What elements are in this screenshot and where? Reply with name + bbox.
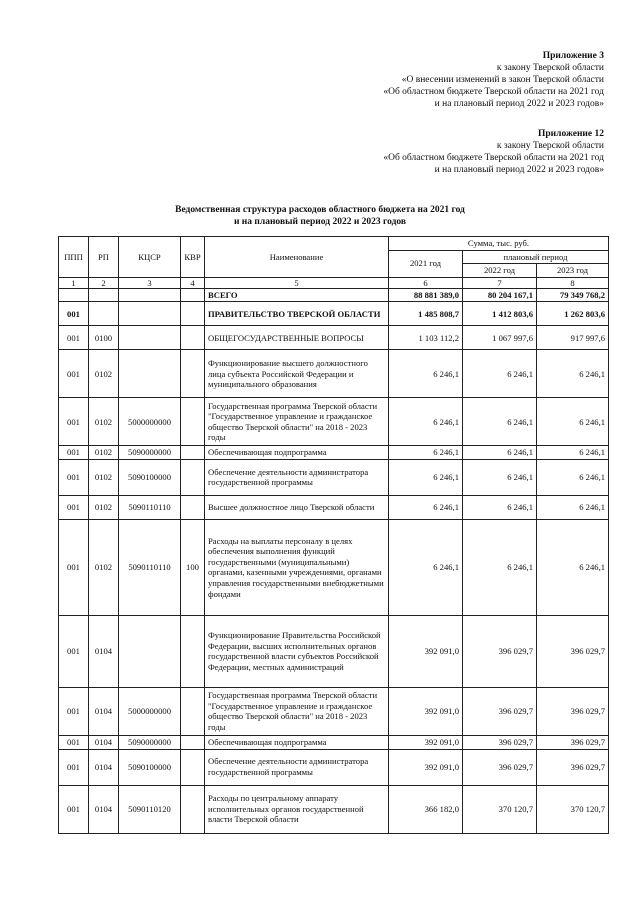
name-cell: Высшее должностное лицо Тверской области <box>205 495 389 519</box>
document-title <box>0 204 640 228</box>
ppp-cell: 001 <box>59 687 89 735</box>
amount-2021-cell: 6 246,1 <box>389 398 463 446</box>
table-row <box>59 687 609 735</box>
amount-2021-cell: 6 246,1 <box>389 446 463 460</box>
name-cell: Функционирование высшего должностного лица субъекта Российской Федерации и муниципального образования <box>205 350 389 398</box>
amount-2023-cell: 396 029,7 <box>537 687 609 735</box>
col-index: 1 <box>59 277 89 288</box>
amount-2022-cell: 396 029,7 <box>463 735 537 749</box>
kcsr-cell <box>119 350 181 398</box>
kcsr-cell: 5090100000 <box>119 459 181 495</box>
kcsr-cell <box>119 288 181 302</box>
kcsr-cell <box>119 615 181 687</box>
kvr-cell <box>181 495 205 519</box>
amount-2023-cell: 370 120,7 <box>537 785 609 833</box>
ppp-cell: 001 <box>59 350 89 398</box>
amount-2023-cell: 79 349 768,2 <box>537 288 609 302</box>
ppp-cell: 001 <box>59 459 89 495</box>
amount-2021-cell: 366 182,0 <box>389 785 463 833</box>
amount-2023-cell: 1 262 803,6 <box>537 302 609 326</box>
col-header-plan-period: плановый период <box>463 250 609 264</box>
col-index: 4 <box>181 277 205 288</box>
rp-cell <box>89 302 119 326</box>
kvr-cell <box>181 302 205 326</box>
col-header-ppp: ППП <box>59 237 89 278</box>
kcsr-cell: 5090000000 <box>119 735 181 749</box>
kcsr-cell <box>119 326 181 350</box>
ppp-cell: 001 <box>59 519 89 615</box>
amount-2023-cell: 6 246,1 <box>537 495 609 519</box>
amount-2022-cell: 6 246,1 <box>463 398 537 446</box>
col-index: 8 <box>537 277 609 288</box>
ppp-cell: 001 <box>59 785 89 833</box>
ppp-cell: 001 <box>59 735 89 749</box>
kcsr-cell: 5000000000 <box>119 687 181 735</box>
amount-2021-cell: 392 091,0 <box>389 687 463 735</box>
rp-cell: 0102 <box>89 495 119 519</box>
col-index: 5 <box>205 277 389 288</box>
header-appendix-12 <box>383 128 604 176</box>
amount-2022-cell: 396 029,7 <box>463 615 537 687</box>
document-title-line-1: Ведомственная структура расходов областного бюджета на 2021 год <box>175 205 465 215</box>
name-cell: Государственная программа Тверской области "Государственное управление и гражданское общество Тверской области" на 2018 - 2023 годы <box>205 398 389 446</box>
kcsr-cell: 5090100000 <box>119 749 181 785</box>
col-index: 7 <box>463 277 537 288</box>
appendix-12-title: Приложение 12 <box>537 129 604 139</box>
table-row <box>59 519 609 615</box>
appendix-3-line: «О внесении изменений в закон Тверской области <box>401 75 604 85</box>
amount-2021-cell: 392 091,0 <box>389 749 463 785</box>
col-header-2023: 2023 год <box>537 264 609 278</box>
rp-cell: 0102 <box>89 446 119 460</box>
ppp-cell: 001 <box>59 398 89 446</box>
col-index: 6 <box>389 277 463 288</box>
col-header-rp: РП <box>89 237 119 278</box>
name-cell: Функционирование Правительства Российской Федерации, высших исполнительных органов государственной власти субъектов Российской Федерации, местных администраций <box>205 615 389 687</box>
table-row <box>59 459 609 495</box>
header-appendix-3 <box>383 50 604 110</box>
name-cell: ПРАВИТЕЛЬСТВО ТВЕРСКОЙ ОБЛАСТИ <box>205 302 389 326</box>
ppp-cell <box>59 288 89 302</box>
name-cell: ВСЕГО <box>205 288 389 302</box>
rp-cell: 0102 <box>89 350 119 398</box>
rp-cell: 0104 <box>89 735 119 749</box>
rp-cell: 0104 <box>89 615 119 687</box>
table-row <box>59 446 609 460</box>
col-header-kcsr: КЦСР <box>119 237 181 278</box>
kvr-cell <box>181 446 205 460</box>
document-title-line-2: и на плановый период 2022 и 2023 годов <box>233 217 407 227</box>
amount-2021-cell: 1 103 112,2 <box>389 326 463 350</box>
ppp-cell: 001 <box>59 615 89 687</box>
name-cell: Обеспечивающая подпрограмма <box>205 446 389 460</box>
name-cell: Обеспечивающая подпрограмма <box>205 735 389 749</box>
ppp-cell: 001 <box>59 749 89 785</box>
col-header-kvr: КВР <box>181 237 205 278</box>
table-row <box>59 749 609 785</box>
col-header-2021: 2021 год <box>389 250 463 277</box>
kvr-cell <box>181 398 205 446</box>
amount-2022-cell: 396 029,7 <box>463 749 537 785</box>
amount-2022-cell: 80 204 167,1 <box>463 288 537 302</box>
rp-cell: 0104 <box>89 687 119 735</box>
amount-2021-cell: 6 246,1 <box>389 459 463 495</box>
kcsr-cell: 5090110110 <box>119 519 181 615</box>
amount-2022-cell: 6 246,1 <box>463 350 537 398</box>
col-header-sum: Сумма, тыс. руб. <box>389 237 609 251</box>
kcsr-cell: 5090000000 <box>119 446 181 460</box>
appendix-12-line: к закону Тверской области <box>496 141 604 151</box>
amount-2021-cell: 392 091,0 <box>389 735 463 749</box>
ppp-cell: 001 <box>59 302 89 326</box>
rp-cell: 0104 <box>89 785 119 833</box>
amount-2022-cell: 6 246,1 <box>463 446 537 460</box>
amount-2023-cell: 6 246,1 <box>537 350 609 398</box>
kvr-cell <box>181 350 205 398</box>
table-row <box>59 735 609 749</box>
kcsr-cell: 5000000000 <box>119 398 181 446</box>
amount-2022-cell: 396 029,7 <box>463 687 537 735</box>
amount-2021-cell: 6 246,1 <box>389 495 463 519</box>
name-cell: ОБЩЕГОСУДАРСТВЕННЫЕ ВОПРОСЫ <box>205 326 389 350</box>
kvr-cell <box>181 785 205 833</box>
ppp-cell: 001 <box>59 446 89 460</box>
rp-cell: 0100 <box>89 326 119 350</box>
kcsr-cell: 5090110120 <box>119 785 181 833</box>
col-header-2022: 2022 год <box>463 264 537 278</box>
kvr-cell <box>181 615 205 687</box>
amount-2021-cell: 392 091,0 <box>389 615 463 687</box>
kvr-cell <box>181 735 205 749</box>
amount-2021-cell: 1 485 808,7 <box>389 302 463 326</box>
table-row <box>59 302 609 326</box>
name-cell: Государственная программа Тверской области "Государственное управление и гражданское общество Тверской области" на 2018 - 2023 годы <box>205 687 389 735</box>
ppp-cell: 001 <box>59 495 89 519</box>
table-row <box>59 785 609 833</box>
kvr-cell <box>181 288 205 302</box>
rp-cell: 0102 <box>89 459 119 495</box>
col-index: 2 <box>89 277 119 288</box>
kvr-cell: 100 <box>181 519 205 615</box>
amount-2022-cell: 370 120,7 <box>463 785 537 833</box>
rp-cell <box>89 288 119 302</box>
rp-cell: 0104 <box>89 749 119 785</box>
amount-2023-cell: 917 997,6 <box>537 326 609 350</box>
kcsr-cell <box>119 302 181 326</box>
amount-2021-cell: 88 881 389,0 <box>389 288 463 302</box>
rp-cell: 0102 <box>89 398 119 446</box>
col-header-name: Наименование <box>205 237 389 278</box>
amount-2022-cell: 1 067 997,6 <box>463 326 537 350</box>
expenditure-table <box>58 236 609 834</box>
ppp-cell: 001 <box>59 326 89 350</box>
kvr-cell <box>181 687 205 735</box>
amount-2023-cell: 6 246,1 <box>537 519 609 615</box>
amount-2021-cell: 6 246,1 <box>389 350 463 398</box>
name-cell: Обеспечение деятельности администратора государственной программы <box>205 749 389 785</box>
amount-2023-cell: 6 246,1 <box>537 398 609 446</box>
name-cell: Обеспечение деятельности администратора государственной программы <box>205 459 389 495</box>
appendix-3-title: Приложение 3 <box>542 51 604 61</box>
amount-2022-cell: 6 246,1 <box>463 459 537 495</box>
amount-2022-cell: 6 246,1 <box>463 519 537 615</box>
kcsr-cell: 5090110110 <box>119 495 181 519</box>
amount-2022-cell: 6 246,1 <box>463 495 537 519</box>
kvr-cell <box>181 459 205 495</box>
kvr-cell <box>181 749 205 785</box>
amount-2022-cell: 1 412 803,6 <box>463 302 537 326</box>
appendix-12-line: «Об областном бюджете Тверской области на 2021 год <box>383 153 604 163</box>
rp-cell: 0102 <box>89 519 119 615</box>
appendix-12-line: и на плановый период 2022 и 2023 годов» <box>434 165 604 175</box>
table-row <box>59 288 609 302</box>
amount-2023-cell: 6 246,1 <box>537 459 609 495</box>
name-cell: Расходы на выплаты персоналу в целях обеспечения выполнения функций государственными (муниципальными) органами, казенными учреждениями, органами управления государственными внебюджетными фондами <box>205 519 389 615</box>
amount-2023-cell: 396 029,7 <box>537 735 609 749</box>
amount-2021-cell: 6 246,1 <box>389 519 463 615</box>
amount-2023-cell: 6 246,1 <box>537 446 609 460</box>
table-row <box>59 495 609 519</box>
appendix-3-line: и на плановый период 2022 и 2023 годов» <box>434 99 604 109</box>
name-cell: Расходы по центральному аппарату исполнительных органов государственной власти Тверской области <box>205 785 389 833</box>
table-row <box>59 615 609 687</box>
appendix-3-line: к закону Тверской области <box>496 63 604 73</box>
kvr-cell <box>181 326 205 350</box>
table-row <box>59 326 609 350</box>
appendix-3-line: «Об областном бюджете Тверской области на 2021 год <box>383 87 604 97</box>
amount-2023-cell: 396 029,7 <box>537 749 609 785</box>
table-row <box>59 350 609 398</box>
amount-2023-cell: 396 029,7 <box>537 615 609 687</box>
col-index: 3 <box>119 277 181 288</box>
table-row <box>59 398 609 446</box>
